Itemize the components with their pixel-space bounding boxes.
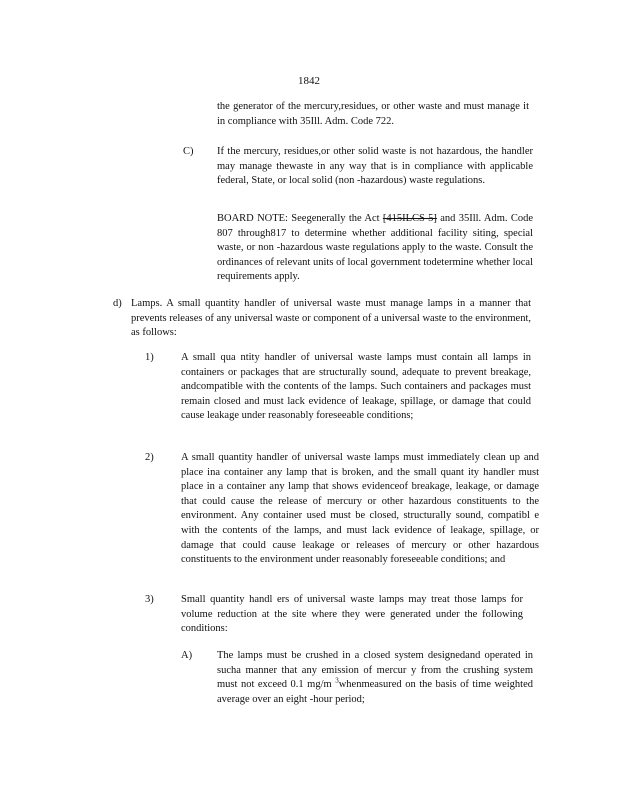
board-note-struck-citation: [415ILCS 5]: [382, 213, 437, 224]
item-2-text: A small quantity handler of universal waste lamps must immediately clean up and place ina container any lamp that is broken, and the small quant ity handler must place in a container any lamp that shows evidenceof breakage, leakage, or damage that could cause the release of mercury or other hazardous constituents to the environment. Any container used must be closed, structurally sound, compatibl e with the contents of the lamps, and must lack evidence of leakage, spillage, or damage that could cause leakage or releases of mercury or other hazardous constituents to the environment under reasonably foreseeable conditions; and: [181, 452, 539, 566]
item-3a-superscript: 3: [335, 676, 339, 685]
item-c-label: C): [183, 146, 194, 157]
continuation-paragraph: [217, 100, 529, 129]
page-number: 1842: [298, 75, 320, 87]
item-3a-label: A): [181, 650, 193, 661]
section-d-text: Lamps. A small quantity handler of universal waste must manage lamps in a manner that prevents releases of any universal waste or component of a universal waste to the environment, as follows:: [131, 298, 531, 339]
section-d: [113, 297, 531, 341]
item-1-label: 1): [145, 352, 154, 363]
item-3a-text-after: whenmeasured on the basis of time weighted average over an eight -hour period;: [217, 679, 534, 705]
item-3-text: Small quantity handl ers of universal waste lamps may treat those lamps for volume reduction at the site where they were generated under the following conditions:: [181, 594, 523, 635]
item-c: [183, 145, 533, 189]
item-2: [145, 451, 539, 568]
board-note-text: [217, 212, 533, 285]
board-note-prefix: BOARD NOTE: Seegenerally the Act: [217, 213, 383, 224]
board-note-suffix: and 35Ill. Adm. Code 807 through817 to determine whether additional facility siting, special waste, or non -hazardous waste regulations apply to the waste. Consult the ordinances of relevant units of local government todetermine whether local requirements apply.: [217, 213, 533, 283]
item-3-label: 3): [145, 594, 154, 605]
item-1: [145, 351, 531, 424]
item-3a-text-before: The lamps must be crushed in a closed system designedand operated in sucha manner that any emission of mercur y from the crushing system must not exceed 0.1 mg/m: [217, 650, 533, 691]
board-note: [217, 212, 533, 285]
item-2-label: 2): [145, 452, 154, 463]
continuation-text: the generator of the mercury,residues, or other waste and must manage it in compliance with 35Ill. Adm. Code 722.: [217, 101, 529, 127]
section-d-label: d): [113, 298, 122, 309]
item-3a-text: [217, 649, 533, 707]
item-1-text: A small qua ntity handler of universal waste lamps must contain all lamps in containers or packages that are structurally sound, adequate to prevent breakage, andcompatible with the contents of the lamps. Such containers and packages must remain closed and must lack evidence of leakage, spillage, or damage that could cause leakage under reasonably foreseeable conditions;: [181, 352, 531, 422]
item-3a: [181, 649, 533, 707]
item-3: [145, 593, 523, 637]
item-c-text: If the mercury, residues,or other solid waste is not hazardous, the handler may manage thewaste in any way that is in compliance with applicable federal, State, or local solid (non -hazardous) waste regulations.: [217, 146, 533, 187]
